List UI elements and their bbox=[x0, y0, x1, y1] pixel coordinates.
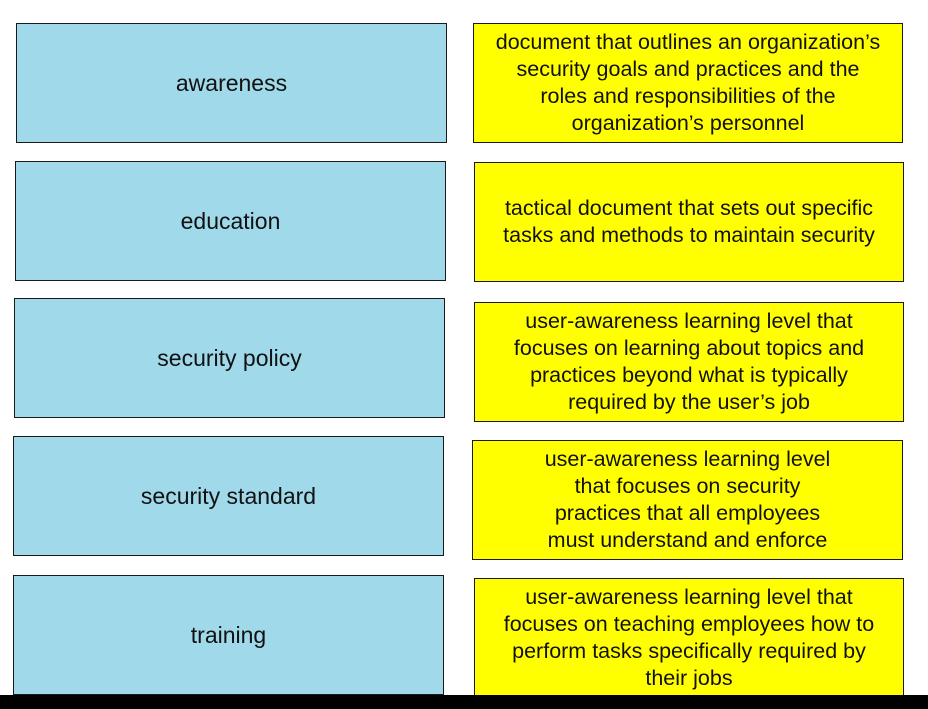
definition-box-3[interactable] bbox=[474, 302, 904, 422]
definition-box-2[interactable] bbox=[474, 162, 904, 282]
term-box-security-policy[interactable] bbox=[14, 298, 445, 418]
term-box-education[interactable] bbox=[15, 161, 446, 281]
term-label: education bbox=[180, 207, 281, 234]
definition-text: user-awareness learning level that focuses on security practices that all employees must understand and enforce bbox=[544, 447, 831, 552]
term-label: security standard bbox=[140, 482, 317, 509]
definition-text: document that outlines an organization’s security goals and practices and the roles and responsibilities of the organization’s personnel bbox=[495, 30, 881, 135]
term-box-awareness[interactable] bbox=[16, 23, 447, 143]
term-label: security policy bbox=[157, 344, 302, 371]
definition-box-5[interactable] bbox=[474, 578, 904, 698]
definition-text: tactical document that sets out specific tasks and methods to maintain security bbox=[503, 196, 875, 247]
definition-text: user-awareness learning level that focuses on teaching employees how to perform tasks specifically required by their jobs bbox=[503, 585, 875, 690]
bottom-edge-bar bbox=[0, 695, 928, 709]
term-label: training bbox=[190, 621, 267, 648]
term-box-security-standard[interactable] bbox=[13, 436, 444, 556]
definition-box-1[interactable] bbox=[473, 23, 903, 143]
definition-text: user-awareness learning level that focuses on learning about topics and practices beyond what is typically required by the user’s job bbox=[513, 309, 865, 414]
term-label: awareness bbox=[175, 69, 288, 96]
term-box-training[interactable] bbox=[13, 575, 444, 695]
definition-box-4[interactable] bbox=[472, 440, 903, 560]
